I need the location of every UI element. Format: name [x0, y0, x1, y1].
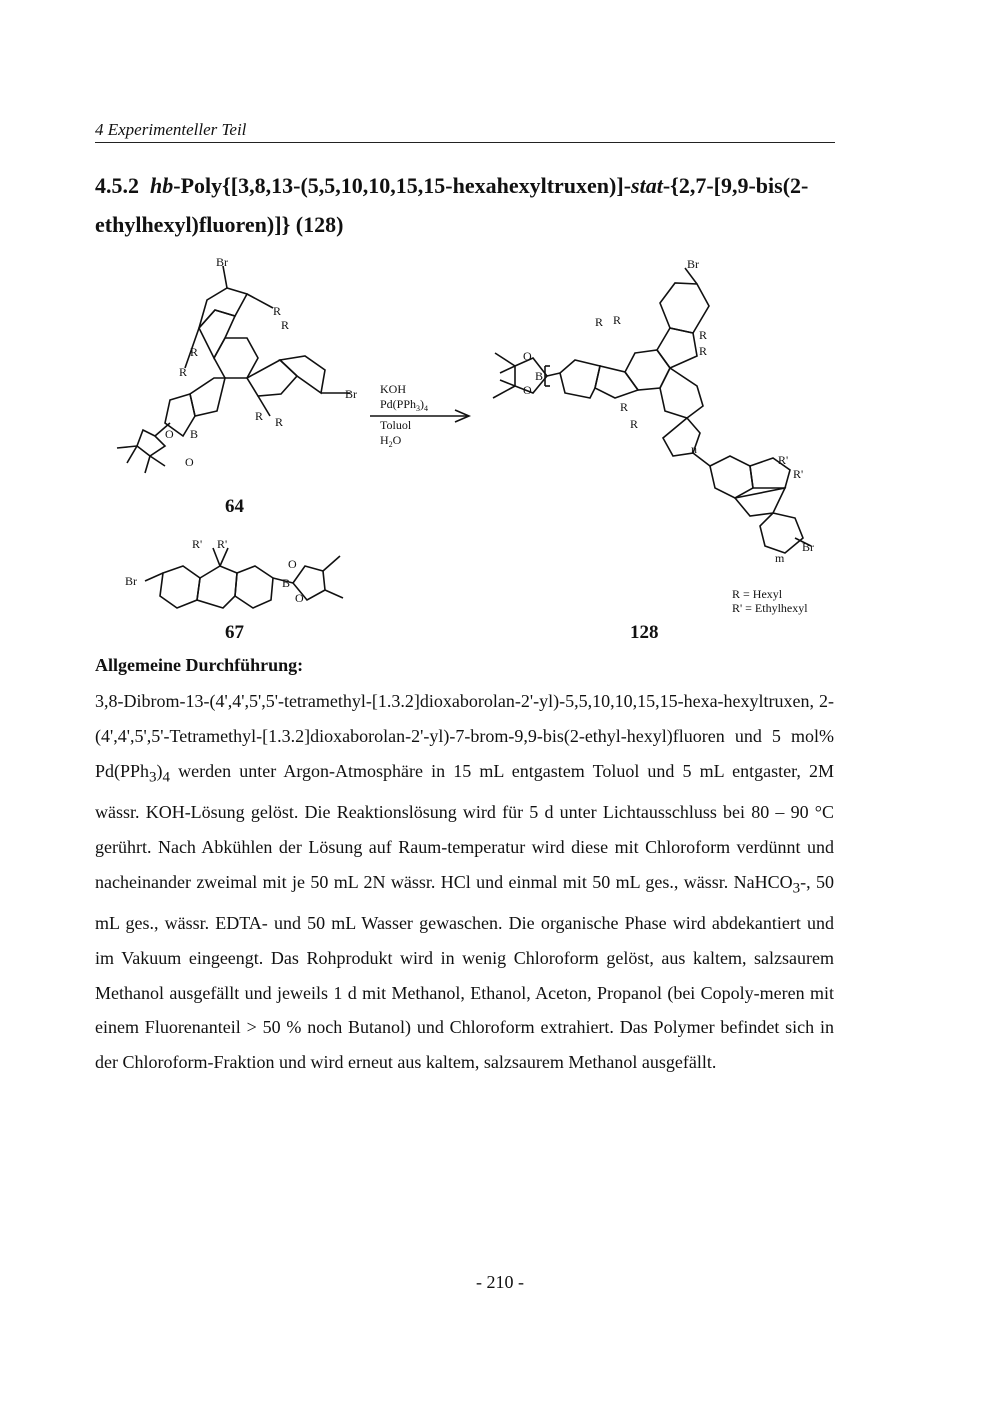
- scheme-labels: [125, 255, 814, 615]
- compound-67-structure: [145, 548, 343, 608]
- section-title: [95, 166, 835, 244]
- page-number: - 210 -: [476, 1272, 524, 1292]
- section-number: 4.5.2: [95, 173, 139, 198]
- procedure-part-1: 3,8-Dibrom-13-(4',4',5',5'-tetramethyl-[1.3.2]dioxaborolan-2'-yl)-5,5,10,10,15,15-hexa-hexyltruxen, 2-(4',4',5',5'-Tetramethyl-[1.3.2]dioxaborolan-2'-yl)-7-brom-9,9-bis(2-ethyl-hexyl)fluoren und 5 mol% Pd(PPh: [95, 691, 834, 781]
- r-prime-label-128-2: R': [793, 467, 804, 481]
- procedure-part-3: -, 50 mL ges., wässr. EDTA- und 50 mL Wasser gewaschen. Die organische Phase wird abdekantiert und im Vakuum eingeengt. Das Rohprodukt wird in wenig Chloroform gelöst, aus kaltem, salzsaurem Methanol ausgefällt und jeweils 1 d mit Methanol, Ethanol, Aceton, Propanol (bei Copoly-meren mit einem Fluorenanteil > 50 % noch Butanol) und Chloroform extrahiert. Das Polymer befindet sich in der Chloroform-Fraktion und wird erneut aus kaltem, salzsaurem Methanol ausgefällt.: [95, 871, 834, 1073]
- legend-r: R = Hexyl: [732, 587, 783, 601]
- r-label-128-4: R: [613, 313, 622, 327]
- r-label-128-3: R: [595, 315, 604, 329]
- procedure-text: 3,8-Dibrom-13-(4',4',5',5'-tetramethyl-[1.3.2]dioxaborolan-2'-yl)-5,5,10,10,15,15-hexa-hexyltruxen, 2-(4',4',5',5'-Tetramethyl-[1.3.2]dioxaborolan-2'-yl)-7-brom-9,9-bis(2-ethyl-hexyl)fluoren und 5 mol% $Pd(PPh_3)_4$ werden unter Argon-Atmosphäre in 15 mL entgastem Toluol und 5 mL entgaster, 2M wässr. KOH-Lösung gelöst. Die Reaktionslösung wird für 5 d unter Lichtausschluss bei 80 – 90 °C gerührt. Nach Abkühlen der Lösung auf Raum-temperatur wird diese mit Chloroform verdünnt und nacheinander zweimal mit je 50 mL 2N wässr. HCl und einmal mit 50 mL ges., wässr. NaHCO$_3$-, 50 mL ges., wässr. EDTA- und 50 mL Wasser gewaschen. Die organische Phase wird abdekantiert und im Vakuum eingeengt. Das Rohprodukt wird in wenig Chloroform gelöst, aus kaltem, salzsaurem Methanol ausgefällt und jeweils 1 d mit Methanol, Ethanol, Aceton, Propanol (bei Copoly-meren mit einem Fluorenanteil > 50 % noch Butanol) und Chloroform extrahiert. Das Polymer befindet sich in der Chloroform-Fraktion und wird erneut aus kaltem, salzsaurem Methanol ausgefällt.: [95, 691, 834, 1073]
- r-label-64-6: R: [275, 415, 284, 429]
- br-label-64-right: Br: [345, 387, 357, 401]
- br-label-67: Br: [125, 574, 137, 588]
- r-label-64-3: R: [190, 345, 199, 359]
- compound-128-structure: [493, 268, 811, 553]
- m-label-128: m: [775, 551, 785, 565]
- compound-67-label: 67: [225, 622, 244, 643]
- compound-64-label: 64: [225, 496, 244, 517]
- r-label-128-5: R: [620, 400, 629, 414]
- r-prime-label-67-1: R': [192, 537, 203, 551]
- o-label-128-a: O: [523, 349, 532, 363]
- r-label-64-2: R: [281, 318, 290, 332]
- compound-128-label: 128: [630, 622, 659, 643]
- reagent-catalyst: $Pd(PPh_3)_4$: [380, 397, 429, 413]
- reagent-koh: KOH: [380, 382, 406, 396]
- br-label-128-top: Br: [687, 257, 699, 271]
- procedure-sub-1: 3: [149, 769, 157, 786]
- br-label-128-bottom: Br: [802, 540, 814, 554]
- title-stat: stat: [631, 173, 663, 198]
- o-label-64-b: O: [185, 455, 194, 469]
- procedure-heading: Allgemeine Durchführung:: [95, 655, 304, 675]
- b-label-128: B: [535, 369, 544, 383]
- r-label-64-4: R: [179, 365, 188, 379]
- r-label-128-6: R: [630, 417, 639, 431]
- r-label-64-1: R: [273, 304, 282, 318]
- legend-r-prime: R' = Ethylhexyl: [732, 601, 808, 615]
- running-head: 4 Experimenteller Teil: [95, 120, 835, 143]
- procedure-sub-3: 3: [792, 880, 801, 897]
- reagent-solvent: Toluol: [380, 418, 412, 432]
- r-prime-label-128-1: R': [778, 453, 789, 467]
- r-label-64-5: R: [255, 409, 264, 423]
- o-label-67-a: O: [288, 557, 297, 571]
- n-label-128: n: [691, 442, 697, 456]
- title-part-2: -{2,7-[9,9-bis(2-ethylhexyl)fluoren)]} (128): [95, 173, 809, 237]
- title-hb: hb: [150, 173, 174, 198]
- reaction-scheme: [95, 248, 855, 658]
- br-label-64-top: Br: [216, 255, 228, 269]
- r-label-128-2: R: [699, 344, 708, 358]
- o-label-128-b: O: [523, 383, 532, 397]
- reagent-water: $H_2O$: [380, 433, 402, 449]
- b-label-67: B: [282, 576, 291, 590]
- procedure-sub-2: 4: [162, 769, 171, 786]
- b-label-64: B: [190, 427, 199, 441]
- compound-64-structure: [117, 266, 350, 473]
- procedure-part-2: werden unter Argon-Atmosphäre in 15 mL entgastem Toluol und 5 mL entgaster, 2M wässr. KOH-Lösung gelöst. Die Reaktionslösung wird für 5 d unter Lichtausschluss bei 80 – 90 °C gerührt. Nach Abkühlen der Lösung auf Raum-temperatur wird diese mit Chloroform verdünnt und nacheinander zweimal mit je 50 mL 2N wässr. HCl und einmal mit 50 mL ges., wässr. NaHCO: [95, 760, 834, 892]
- o-label-64-a: O: [165, 427, 174, 441]
- title-part-1: -Poly{[3,8,13-(5,5,10,10,15,15-hexahexyltruxen)]-: [173, 173, 632, 198]
- r-prime-label-67-2: R': [217, 537, 228, 551]
- r-label-128-1: R: [699, 328, 708, 342]
- o-label-67-b: O: [295, 591, 304, 605]
